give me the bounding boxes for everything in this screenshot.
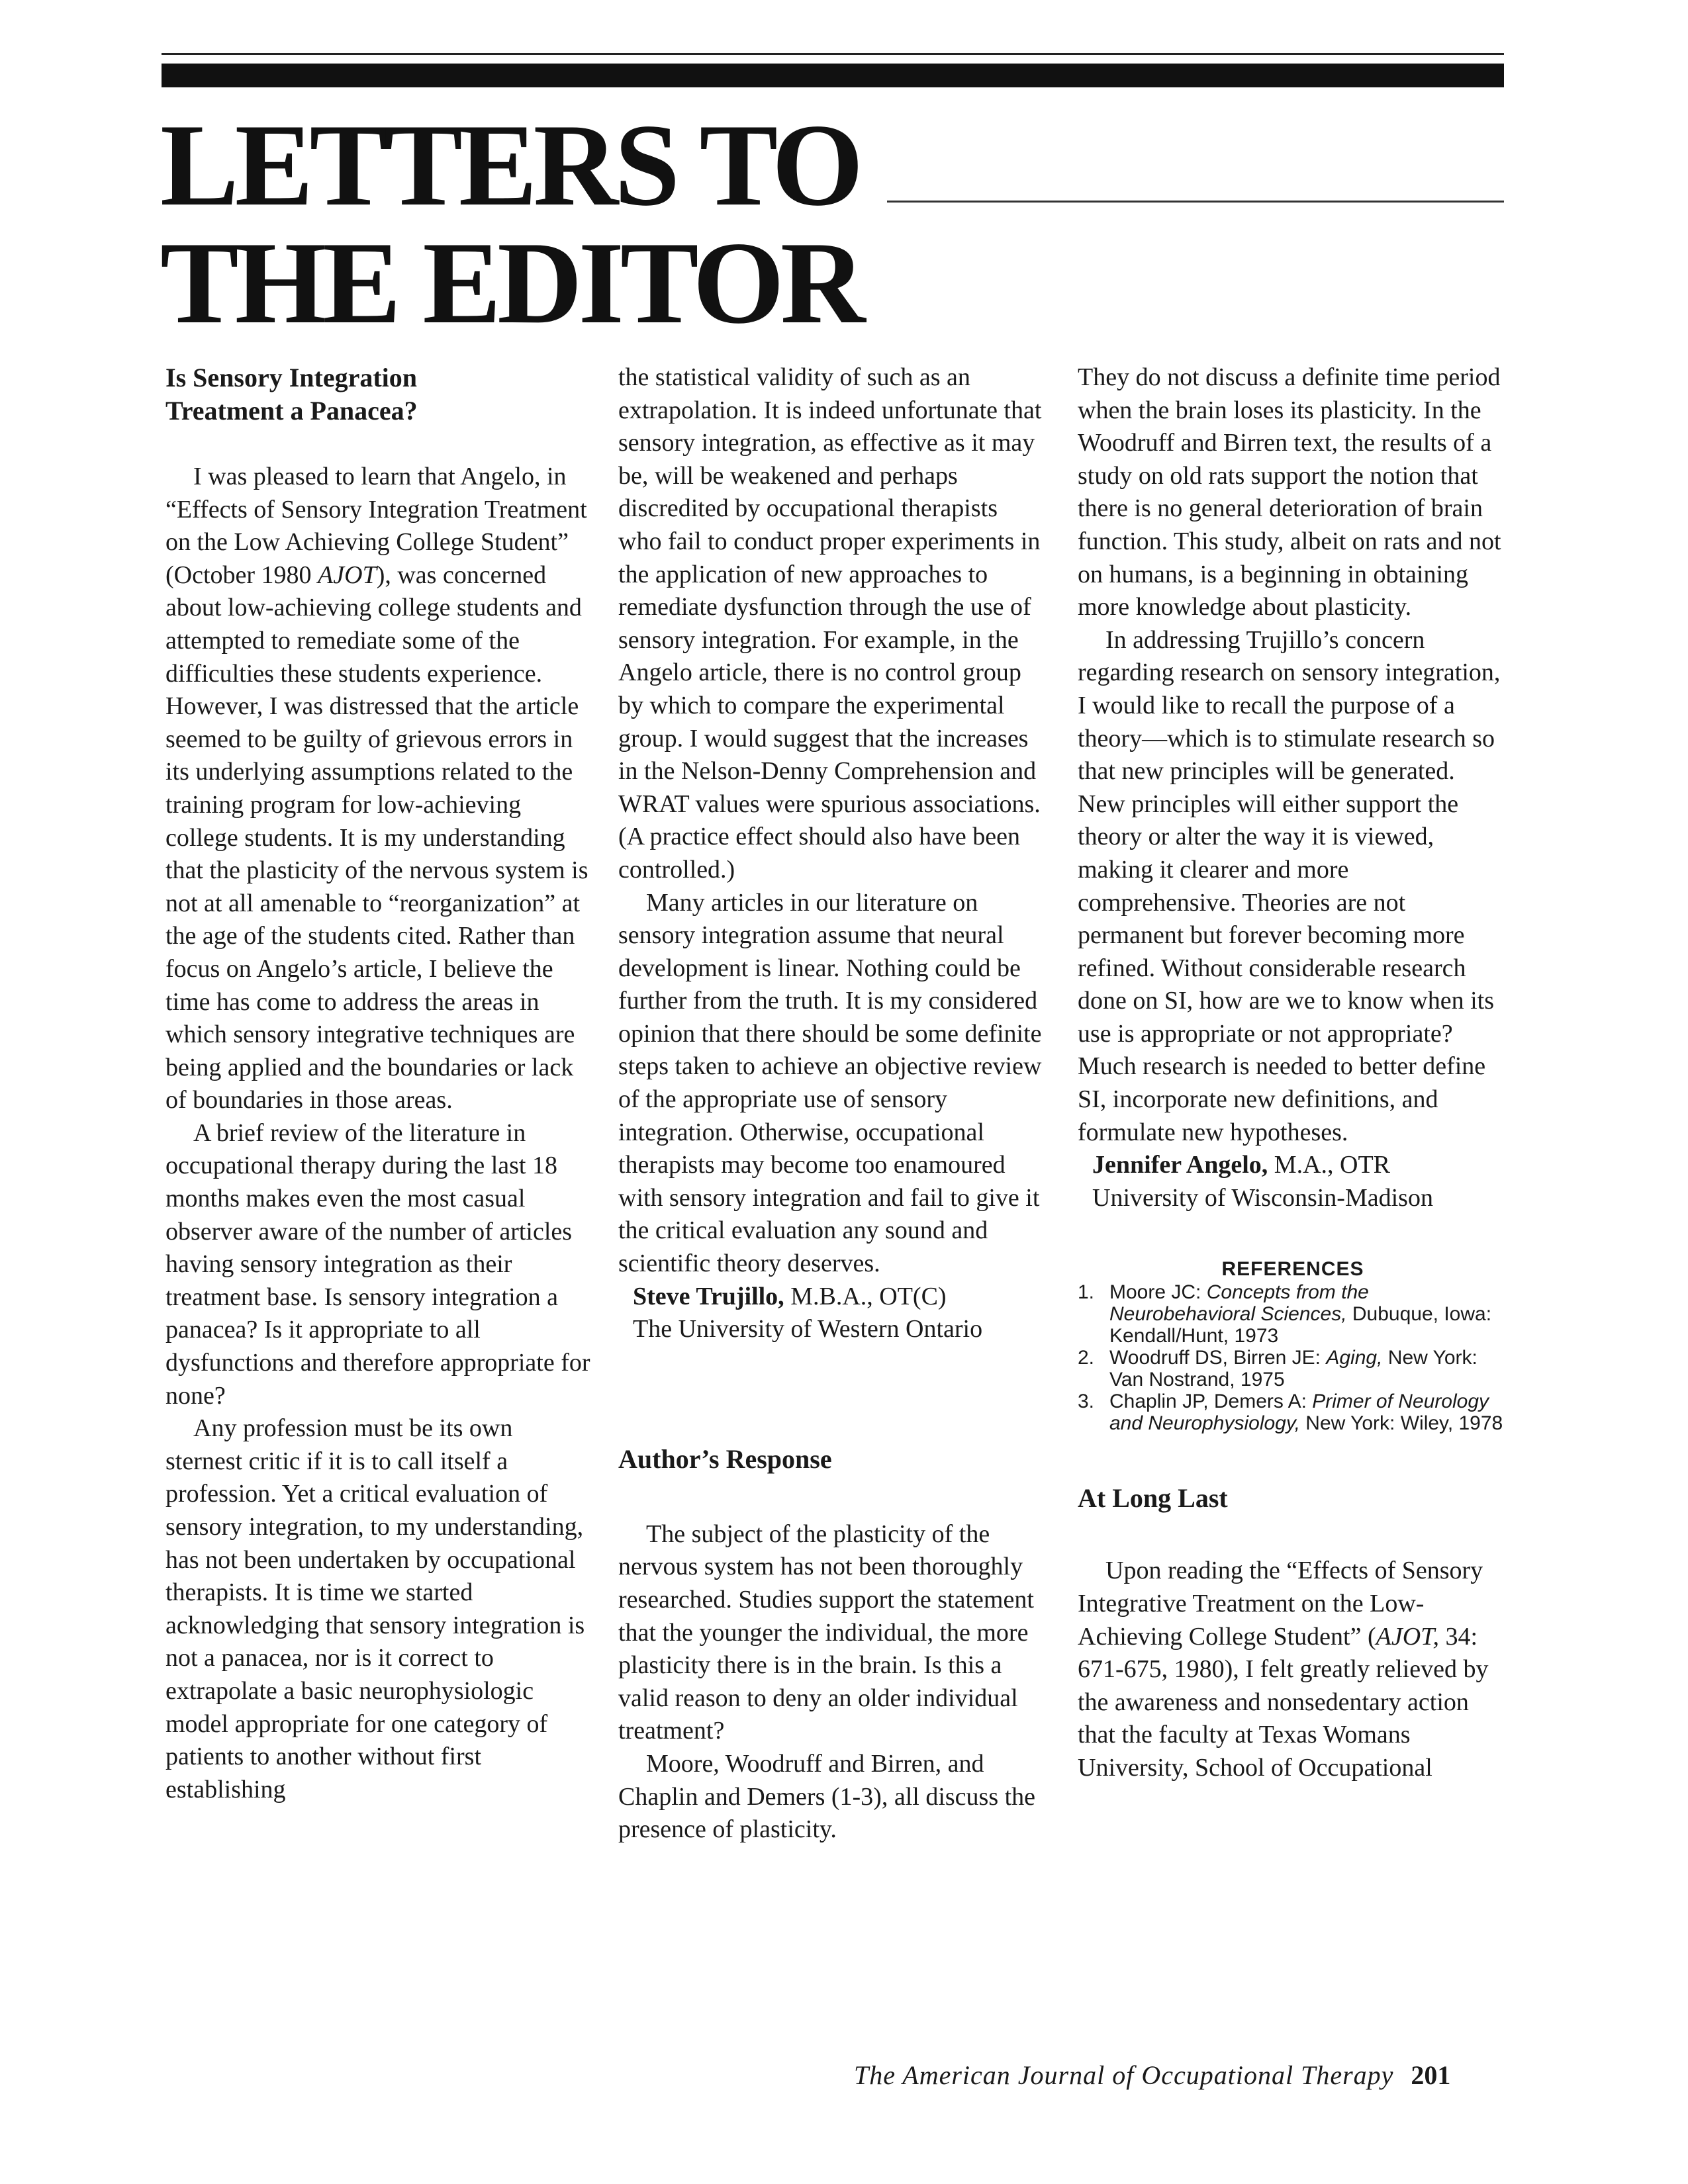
response-paragraph-1: The subject of the plasticity of the nervous system has not been thoroughly researched. Studies support the statement that the younger the individual, the more plasticity there is in the brain. Is this a valid reason to deny an older individual treatment? [618, 1520, 1034, 1745]
signature-name: Steve Trujillo, [633, 1282, 784, 1310]
letter1-signature [618, 1281, 1042, 1314]
journal-abbrev: AJOT [318, 561, 377, 589]
response-affiliation: University of Wisconsin-Madison [1092, 1183, 1433, 1212]
page-number: 201 [1411, 2060, 1451, 2090]
response-paragraph-2: Moore, Woodruff and Birren, and Chaplin and Demers (1-3), all discuss the presence of plasticity. [618, 1749, 1036, 1844]
column-1 [165, 361, 593, 1806]
references [1078, 1258, 1508, 1434]
title-rule [887, 201, 1504, 203]
letter1-paragraph-4: Many articles in our literature on sensory integration assume that neural development is linear. Nothing could be further from the truth. It is my considered opinion that there should be some definite steps taken to achieve an objective review of the appropriate use of sensory integration. Otherwise, occupational therapists may become too enamoured with sensory integration and fail to give it the critical evaluation any sound and scientific theory deserves. [618, 888, 1042, 1278]
column-2 [618, 361, 1042, 1846]
signature-credentials: M.A., OTR [1274, 1151, 1391, 1179]
column-3 [1078, 361, 1508, 1785]
top-rule-thin [162, 53, 1504, 55]
journal-abbrev: AJOT, [1376, 1622, 1439, 1651]
signature-name: Jennifer Angelo, [1092, 1151, 1268, 1179]
letter1-paragraph-2: A brief review of the literature in occupational therapy during the last 18 months makes even the most casual observer aware of the number of articles having sensory integration as their treatment base. Is sensory integration a panacea? Is it appropriate to all dysfunctions and therefore appropriate for none? [165, 1118, 590, 1410]
letter2-heading: At Long Last [1078, 1483, 1228, 1514]
signature-credentials: M.B.A., OT(C) [790, 1282, 947, 1310]
letter1-heading [165, 361, 593, 428]
reference-item: 3. Chaplin JP, Demers A: Primer of Neurology and Neurophysiology, New York: Wiley, 1978 [1078, 1390, 1503, 1435]
reference-item: 2. Woodruff DS, Birren JE: Aging, New York: Van Nostrand, 1975 [1078, 1347, 1477, 1391]
letter1-paragraph-3-cont: the statistical validity of such as an extrapolation. It is indeed unfortunate that sensory integration, as effective as it may be, will be weakened and perhaps discredited by occupational therapists who fail to conduct proper experiments in the application of new approaches to remediate dysfunction through the use of sensory integration. For example, in the Angelo article, there is no control group by which to compare the experimental group. I would suggest that the increases in the Nelson-Denny Comprehension and WRAT values were spurious associations. (A practice effect should also have been controlled.) [618, 363, 1042, 884]
page-title-line1: LETTERS TO [160, 99, 860, 230]
response-paragraph-3: In addressing Trujillo’s concern regarding research on sensory integration, I would like to recall the purpose of a theory—which is to stimulate research so that new principles will be generated. New principles will either support the theory or alter the way it is viewed, making it clearer and more comprehensive. Theories are not permanent but forever becoming more refined. Without considerable research done on SI, how are we to know when its use is appropriate or not appropriate? Much research is needed to better define SI, incorporate new definitions, and formulate new hypotheses. [1078, 625, 1501, 1146]
letter1-heading-line2: Treatment a Panacea? [165, 396, 418, 426]
reference-item: 1. Moore JC: Concepts from the Neurobehavioral Sciences, Dubuque, Iowa: Kendall/Hunt, 1973 [1078, 1281, 1492, 1347]
top-rule-thick [162, 64, 1504, 87]
response-heading: Author’s Response [618, 1443, 832, 1474]
letter2-paragraph-1: Upon reading the “Effects of Sensory Integrative Treatment on the Low-Achieving College Student” (AJOT, 34: 671-675, 1980), I felt greatly relieved by the awareness and nonsedentary action that the faculty at Texas Womans University, School of Occupational [1078, 1557, 1489, 1782]
page-title-line2: THE EDITOR [160, 217, 862, 348]
references-title: REFERENCES [1221, 1258, 1364, 1281]
letter1-heading-line1: Is Sensory Integration [165, 363, 418, 392]
letter1-affiliation: The University of Western Ontario [633, 1315, 983, 1343]
footer-journal-title: The American Journal of Occupational Therapy [854, 2060, 1394, 2090]
response-paragraph-2-cont: They do not discuss a definite time period when the brain loses its plasticity. In the Woodruff and Birren text, the results of a study on old rats support the notion that there is no general deterioration of brain function. This study, albeit on rats and not on humans, is a beginning in obtaining more knowledge about plasticity. [1078, 363, 1501, 621]
page-footer [854, 2060, 1450, 2091]
response-signature [1078, 1149, 1508, 1182]
letter1-paragraph-3: Any profession must be its own sternest critic if it is to call itself a profession. Yet a critical evaluation of sensory integration, to my understanding, has not been undertaken by occupational therapists. It is time we started acknowledging that sensory integration is not a panacea, nor is it correct to extrapolate a basic neurophysiologic model appropriate for one category of patients to another without first establishing [165, 1414, 585, 1803]
letter1-paragraph-1: I was pleased to learn that Angelo, in “Effects of Sensory Integration Treatment on the Low Achieving College Student” (October 1980 AJOT), was concerned about low-achieving college students and attempted to remediate some of the difficulties these students experience. However, I was distressed that the article seemed to be guilty of grievous errors in its underlying assumptions related to the training program for low-achieving college students. It is my understanding that the plasticity of the nervous system is not at all amenable to “reorganization” at the age of the students cited. Rather than focus on Angelo’s article, I believe the time has come to address the areas in which sensory integrative techniques are being applied and the boundaries or lack of boundaries in those areas. [165, 463, 588, 1115]
